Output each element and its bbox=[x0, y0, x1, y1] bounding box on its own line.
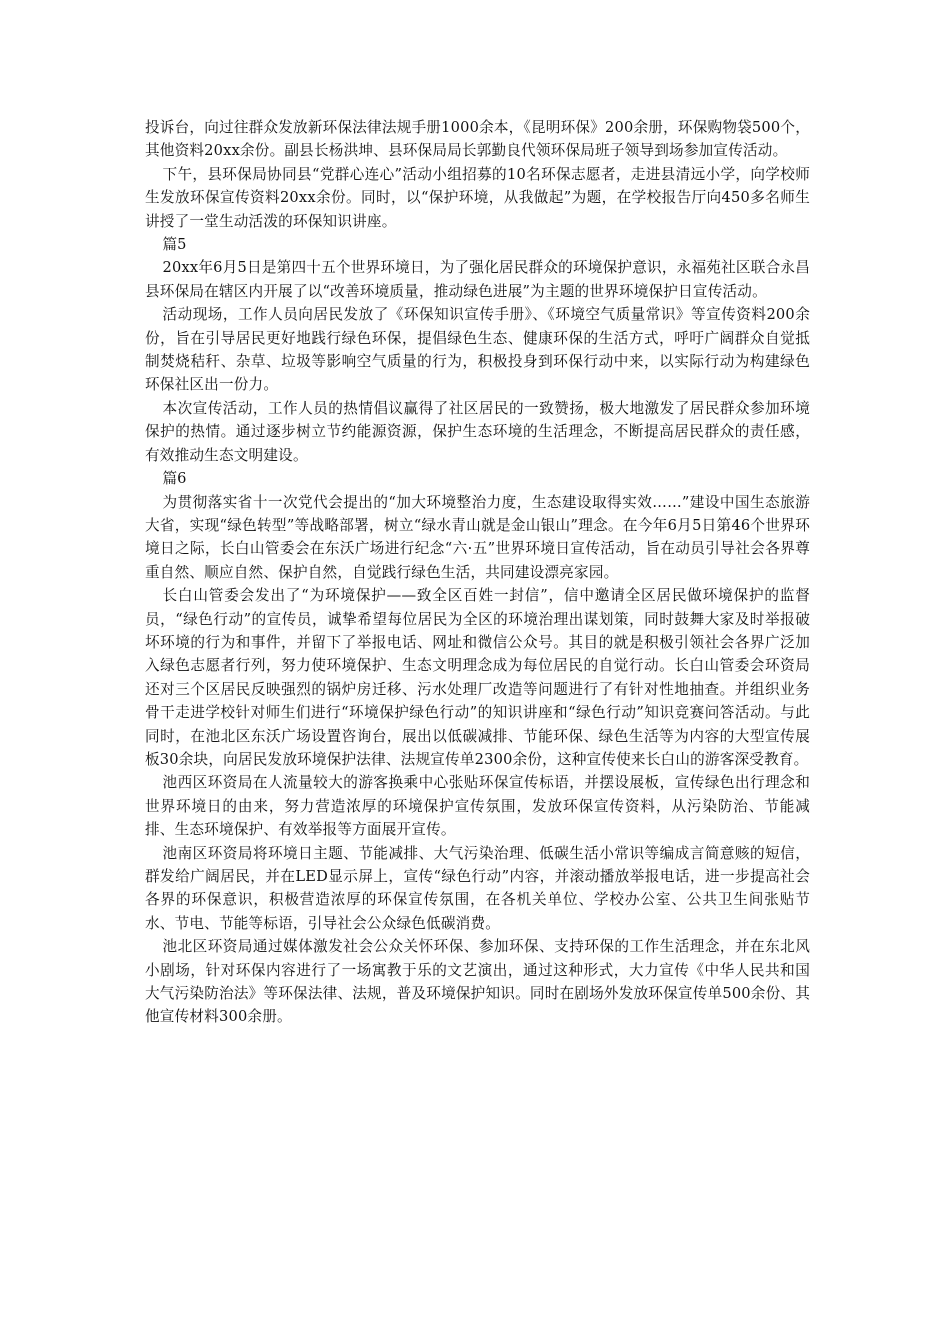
section-heading: 篇6 bbox=[162, 470, 187, 488]
paragraph: 投诉台，向过往群众发放新环保法律法规手册1000余本，《昆明环保》200余册，环保购物袋500个，其他资料20xx余份。副县长杨洪坤、县环保局局长郭勤良代领环保局班子领导到场参加宣传活动。 bbox=[145, 119, 810, 160]
paragraph: 为贯彻落实省十一次党代会提出的“加大环境整治力度，生态建设取得实效……”建设中国生态旅游大省，实现“绿色转型”等战略部署，树立“绿水青山就是金山银山”理念。在今年6月5日第46个世界环境日之际，长白山管委会在东沃广场进行纪念“六·五”世界环境日宣传活动，旨在动员引导社会各界尊重自然、顺应自然、保护自然，自觉践行绿色生活，共同建设漂亮家园。 bbox=[145, 493, 810, 581]
paragraph: 20xx年6月5日是第四十五个世界环境日，为了强化居民群众的环境保护意识，永福苑社区联合永昌县环保局在辖区内开展了以“改善环境质量，推动绿色进展”为主题的世界环境保护日宣传活动。 bbox=[145, 259, 810, 300]
paragraph: 下午，县环保局协同县“党群心连心”活动小组招募的10名环保志愿者，走进县清远小学，向学校师生发放环保宣传资料20xx余份。同时，以“保护环境，从我做起”为题，在学校报告厅向450多名师生讲授了一堂生动活泼的环保知识讲座。 bbox=[145, 165, 810, 230]
paragraph: 池北区环资局通过媒体激发社会公众关怀环保、参加环保、支持环保的工作生活理念，并在东北风小剧场，针对环保内容进行了一场寓教于乐的文艺演出，通过这种形式，大力宣传《中华人民共和国大气污染防治法》等环保法律、法规，普及环境保护知识。同时在剧场外发放环保宣传单500余份、其他宣传材料300余册。 bbox=[145, 938, 810, 1026]
document-page bbox=[145, 116, 810, 1029]
paragraph: 活动现场，工作人员向居民发放了《环保知识宣传手册》、《环境空气质量常识》等宣传资料200余份，旨在引导居民更好地践行绿色环保，提倡绿色生态、健康环保的生活方式，呼吁广阔群众自觉抵制焚烧秸秆、杂草、垃圾等影响空气质量的行为，积极投身到环保行动中来，以实际行动为构建绿色环保社区出一份力。 bbox=[145, 306, 810, 394]
paragraph: 长白山管委会发出了“为环境保护——致全区百姓一封信”，信中邀请全区居民做环境保护的监督员，“绿色行动”的宣传员，诚挚希望每位居民为全区的环境治理出谋划策，同时鼓舞大家及时举报破坏环境的行为和事件，并留下了举报电话、网址和微信公众号。其目的就是积极引领社会各界广泛加入绿色志愿者行列，努力使环境保护、生态文明理念成为每位居民的自觉行动。长白山管委会环资局还对三个区居民反映强烈的锅炉房迁移、污水处理厂改造等问题进行了有针对性地抽查。并组织业务骨干走进学校针对师生们进行“环境保护绿色行动”的知识讲座和“绿色行动”知识竞赛问答活动。与此同时，在池北区东沃广场设置咨询台，展出以低碳减排、节能环保、绿色生活等为内容的大型宣传展板30余块，向居民发放环境保护法律、法规宣传单2300余份，这种宣传使来长白山的游客深受教育。 bbox=[145, 587, 810, 768]
section-heading: 篇5 bbox=[162, 236, 187, 254]
paragraph: 池西区环资局在人流量较大的游客换乘中心张贴环保宣传标语，并摆设展板，宣传绿色出行理念和世界环境日的由来，努力营造浓厚的环境保护宣传氛围，发放环保宣传资料，从污染防治、节能减排、生态环境保护、有效举报等方面展开宣传。 bbox=[145, 774, 810, 839]
paragraph: 池南区环资局将环境日主题、节能减排、大气污染治理、低碳生活小常识等编成言简意赅的短信，群发给广阔居民，并在LED显示屏上，宣传“绿色行动”内容，并滚动播放举报电话，进一步提高社会各界的环保意识，积极营造浓厚的环保宣传氛围，在各机关单位、学校办公室、公共卫生间张贴节水、节电、节能等标语，引导社会公众绿色低碳消费。 bbox=[145, 844, 810, 932]
paragraph: 本次宣传活动，工作人员的热情倡议赢得了社区居民的一致赞扬，极大地激发了居民群众参加环境保护的热情。通过逐步树立节约能源资源，保护生态环境的生活理念，不断提高居民群众的责任感，有效推动生态文明建设。 bbox=[145, 399, 810, 464]
